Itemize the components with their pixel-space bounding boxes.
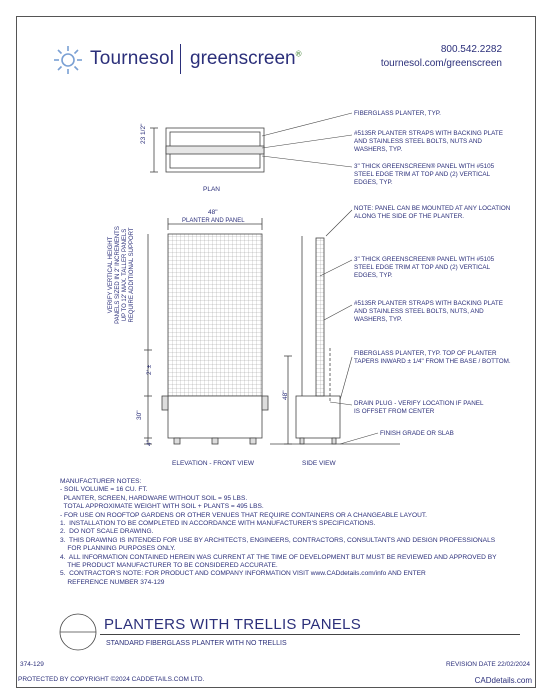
revision-date: REVISION DATE 22/02/2024 bbox=[445, 661, 530, 668]
caddetails-link[interactable]: CADdetails.com bbox=[474, 676, 532, 685]
plan-depth-dim: 23 1/2" bbox=[140, 123, 147, 144]
callout-panel: 3" THICK GREENSCREEN® PANEL WITH #5105 STEEL EDGE TRIM AT TOP AND (2) VERTICAL EDGES, TYP. bbox=[354, 163, 495, 186]
callout-panel-side: 3" THICK GREENSCREEN® PANEL WITH #5105 STEEL EDGE TRIM AT TOP AND (2) VERTICAL EDGES, TYP. bbox=[354, 256, 495, 279]
website-url: tournesol.com/greenscreen bbox=[380, 58, 502, 69]
title-rule bbox=[100, 634, 520, 635]
callout-planter-taper: FIBERGLASS PLANTER, TYP. TOP OF PLANTER TAPERS INWARD ± 1/4" FROM THE BASE / BOTTOM. bbox=[354, 350, 511, 365]
callout-straps-side: #5135R PLANTER STRAPS WITH BACKING PLATE AND STAINLESS STEEL BOLTS, NUTS, AND WASHERS, TYP. bbox=[354, 300, 503, 323]
manufacturer-notes: MANUFACTURER NOTES: - SOIL VOLUME = 16 CU. FT. PLANTER, SCREEN, HARDWARE WITHOUT SOIL = 95 LBS. TOTAL APPROXIMATE WEIGHT WITH SOIL + PLANTS = 495 LBS. - FOR USE ON ROOFTOP GARDENS OR OTHER VENUES THAT REQUIRE CONTAINERS OR A CHANGEABLE LAYOUT. 1. INSTALLATION TO BE COMPLETED IN ACCORDANCE WITH MANUFACTURER'S SPECIFICATIONS. 2. DO NOT SCALE DRAWING. 3. THIS DRAWING IS INTENDED FOR USE BY ARCHITECTS, ENGINEERS, CONTRACTORS, CONSULTANTS AND DESIGN PROFESSIONALS FOR PLANNING PURPOSES ONLY. 4. ALL INFORMATION CONTAINED HEREIN WAS CURRENT AT THE TIME OF DEVELOPMENT BUT MUST BE REVIEWED AND APPROVED BY THE PRODUCT MANUFACTURER TO BE CONSIDERED ACCURATE. 5. CONTRACTOR'S NOTE: FOR PRODUCT AND COMPANY INFORMATION VISIT www.CADdetails.com/info AND ENTER REFERENCE NUMBER 374-129 bbox=[60, 478, 497, 586]
title-circle-icon bbox=[58, 612, 98, 652]
callout-straps: #5135R PLANTER STRAPS WITH BACKING PLATE AND STAINLESS STEEL BOLTS, NUTS AND WASHERS, TYP. bbox=[354, 130, 503, 153]
callout-mount-note: NOTE: PANEL CAN BE MOUNTED AT ANY LOCATION ALONG THE SIDE OF THE PLANTER. bbox=[354, 205, 511, 220]
callout-planter: FIBERGLASS PLANTER, TYP. bbox=[354, 110, 441, 117]
drawing-title: PLANTERS WITH TRELLIS PANELS bbox=[104, 616, 362, 633]
dim-4: 4" bbox=[146, 440, 153, 446]
elevation-view bbox=[144, 218, 268, 444]
callout-finish-grade: FINISH GRADE OR SLAB bbox=[380, 430, 454, 437]
callout-drain-plug: DRAIN PLUG - VERIFY LOCATION IF PANEL IS OFFSET FROM CENTER bbox=[354, 400, 484, 415]
elevation-width-dim: 48" bbox=[208, 209, 218, 216]
drawing-subtitle: STANDARD FIBERGLASS PLANTER WITH NO TRELLIS bbox=[106, 640, 287, 647]
side-height-dim: 48" bbox=[282, 390, 289, 400]
elevation-width-label: PLANTER AND PANEL bbox=[182, 218, 245, 224]
side-label: SIDE VIEW bbox=[302, 460, 336, 467]
brand-greenscreen: greenscreen® bbox=[190, 48, 302, 69]
vertical-height-note: VERIFY VERTICAL HEIGHT PANELS SIZED IN 2' INCREMENTS UP TO 12' MAX. TALLER PANELS REQUIRE ADDITIONAL SUPPORT bbox=[108, 226, 135, 324]
reference-number: 374-129 bbox=[20, 661, 44, 668]
phone-number: 800.542.2282 bbox=[440, 44, 502, 55]
brand-tournesol: Tournesol bbox=[90, 48, 175, 69]
elevation-label: ELEVATION - FRONT VIEW bbox=[172, 460, 254, 467]
plan-label: PLAN bbox=[203, 186, 220, 193]
dim-30: 30" bbox=[136, 410, 143, 420]
plan-view bbox=[150, 128, 264, 172]
dim-2ft: 2' ± bbox=[146, 364, 153, 375]
copyright: PROTECTED BY COPYRIGHT ©2024 CADDETAILS.COM LTD. bbox=[18, 676, 205, 683]
